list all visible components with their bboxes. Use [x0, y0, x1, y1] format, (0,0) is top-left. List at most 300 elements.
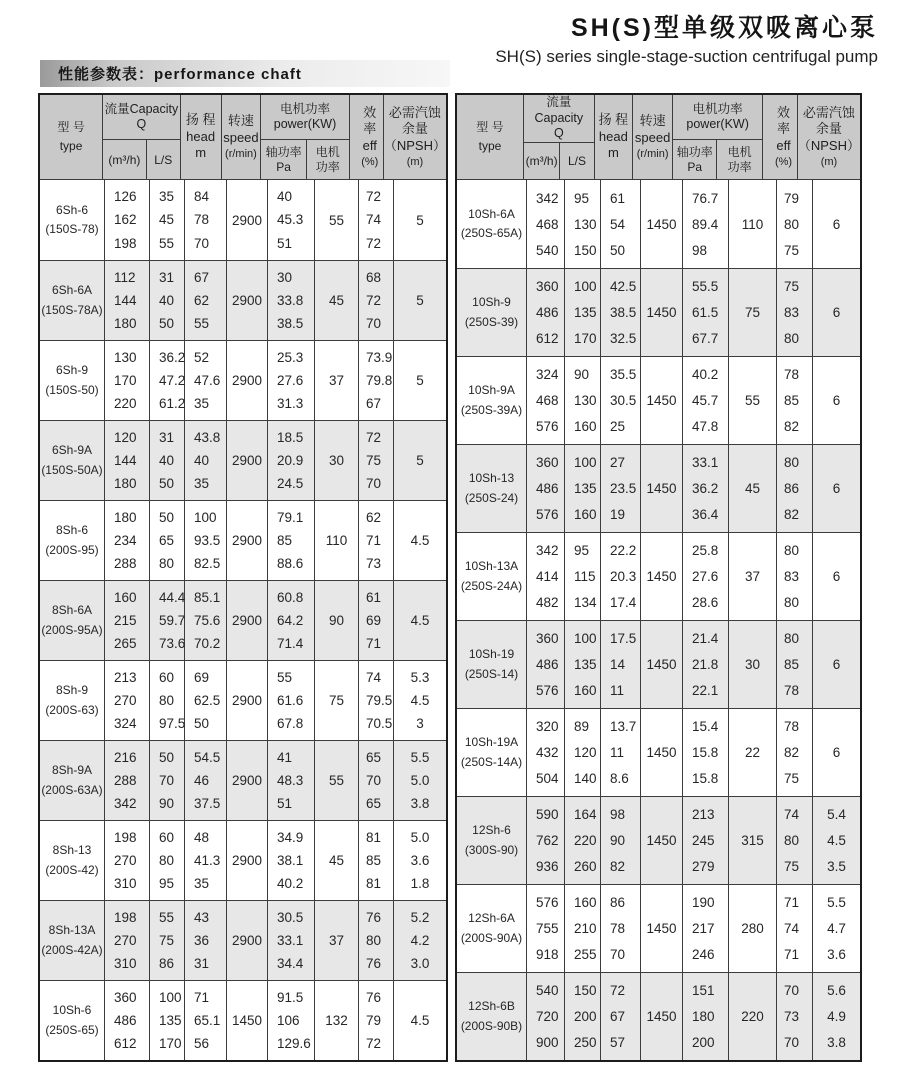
model-name: 6Sh-9 [55, 363, 89, 378]
value-line: 6 [832, 657, 841, 672]
value-line: 97.5 [159, 716, 186, 731]
value-line: 144 [114, 293, 137, 308]
value-line: 38.1 [277, 853, 304, 868]
value-line: 40.2 [277, 876, 304, 891]
model-designation: (250S-14A) [460, 754, 523, 769]
motor-power-cell: 45 [315, 821, 359, 900]
value-line: 86 [610, 895, 626, 911]
header-type-en: type [59, 139, 83, 153]
model-designation: (150S-78) [45, 222, 99, 236]
value-line: 27 [610, 455, 626, 471]
value-line: 84 [194, 189, 210, 205]
value-line: 468 [536, 216, 559, 232]
value-line: 20.9 [277, 453, 304, 468]
model-cell [40, 821, 105, 900]
value-line: 170 [114, 373, 137, 388]
header-npsh-line2: 余量 [401, 121, 428, 137]
value-line: 71 [784, 946, 800, 962]
value-line: 90 [159, 796, 175, 811]
value-line: 279 [692, 858, 715, 874]
model-name: 8Sh-9 [55, 683, 89, 698]
value-line: 61.2 [159, 396, 186, 411]
value-line: 80 [159, 693, 175, 708]
value-line: 144 [114, 453, 137, 468]
motor-power-cell: 30 [729, 621, 777, 708]
header-capacity-q: Q [136, 117, 147, 132]
value-line: 74 [366, 212, 382, 228]
value-line: 106 [277, 1013, 300, 1028]
value-line: 80 [159, 556, 175, 571]
value-line: 55 [194, 316, 210, 331]
head-cell [185, 261, 227, 340]
npsh-cell [813, 973, 860, 1060]
motor-power-cell: 132 [315, 981, 359, 1060]
table-row [457, 532, 860, 620]
value-line: 78 [784, 682, 800, 698]
eff-cell [359, 821, 394, 900]
header-motor-zh1: 电机 [315, 145, 340, 160]
value-line: 5.3 [410, 670, 430, 685]
motor-power-cell: 30 [315, 421, 359, 500]
value-line: 50 [159, 750, 175, 765]
value-line: 198 [114, 830, 137, 845]
value-line: 82 [784, 418, 800, 434]
value-line: 54.5 [194, 750, 221, 765]
capacity-ls-cell [565, 445, 601, 532]
head-cell [601, 709, 641, 796]
header-capacity-zh: 流量Capacity [534, 95, 584, 125]
value-line: 245 [692, 832, 715, 848]
value-line: 72 [366, 189, 382, 205]
npsh-cell [813, 269, 860, 356]
model-name: 8Sh-6 [55, 523, 89, 538]
value-line: 504 [536, 770, 559, 786]
speed-cell: 2900 [227, 421, 268, 500]
capacity-ls-cell [150, 901, 185, 980]
value-line: 5.5 [827, 895, 846, 911]
value-line: 3.5 [827, 858, 846, 874]
model-designation: (250S-65) [45, 1022, 99, 1037]
eff-cell [359, 981, 394, 1060]
value-line: 360 [536, 279, 559, 295]
eff-cell [777, 797, 813, 884]
npsh-cell [394, 261, 446, 340]
value-line: 70 [194, 235, 210, 251]
table-row [40, 900, 446, 980]
header-speed-unit: (r/min) [225, 147, 257, 160]
shaft-power-cell [268, 421, 315, 500]
value-line: 90 [610, 832, 626, 848]
value-line: 80 [784, 832, 800, 848]
value-line: 73.9 [366, 350, 393, 365]
value-line: 80 [366, 933, 382, 948]
value-line: 100 [194, 510, 217, 525]
value-line: 288 [114, 773, 137, 788]
capacity-ls-cell [150, 501, 185, 580]
value-line: 25.8 [692, 543, 719, 559]
value-line: 21.4 [692, 631, 719, 647]
header-type [40, 95, 103, 179]
value-line: 35 [159, 189, 175, 205]
model-designation: (250S-39A) [460, 402, 523, 417]
value-line: 100 [574, 455, 597, 471]
head-cell [601, 797, 641, 884]
header-head-en: head [598, 128, 628, 144]
value-line: 310 [114, 956, 137, 971]
value-line: 15.8 [692, 744, 719, 760]
capacity-ls-cell [150, 821, 185, 900]
value-line: 33.8 [277, 293, 304, 308]
capacity-m3h-cell [527, 445, 565, 532]
value-line: 80 [784, 594, 800, 610]
model-designation: (300S-90) [464, 842, 519, 857]
value-line: 75 [784, 858, 800, 874]
value-line: 48 [194, 830, 210, 845]
value-line: 79.5 [366, 693, 393, 708]
header-power-text: 电机功率 power(KW) [686, 101, 749, 132]
value-line: 40 [277, 189, 293, 205]
value-line: 70.2 [194, 636, 221, 651]
motor-power-cell: 75 [315, 661, 359, 740]
value-line: 200 [692, 1034, 715, 1050]
eff-cell [777, 357, 813, 444]
model-name: 6Sh-9A [51, 443, 93, 458]
value-line: 50 [159, 476, 175, 491]
value-line: 18.5 [277, 430, 304, 445]
npsh-cell [394, 821, 446, 900]
value-line: 140 [574, 770, 597, 786]
table-row [40, 260, 446, 340]
value-line: 720 [536, 1008, 559, 1024]
value-line: 30 [277, 270, 293, 285]
value-line: 100 [574, 279, 597, 295]
npsh-cell [813, 357, 860, 444]
value-line: 200 [574, 1008, 597, 1024]
value-line: 590 [536, 807, 559, 823]
value-line: 67 [194, 270, 210, 285]
value-line: 45 [159, 212, 175, 228]
value-line: 57 [610, 1034, 626, 1050]
value-line: 5.4 [827, 807, 846, 823]
value-line: 160 [574, 682, 597, 698]
value-line: 324 [536, 367, 559, 383]
value-line: 130 [114, 350, 137, 365]
value-line: 55 [159, 235, 175, 251]
shaft-power-cell [683, 621, 729, 708]
value-line: 65 [159, 533, 175, 548]
value-line: 42.5 [610, 279, 637, 295]
npsh-cell [813, 533, 860, 620]
value-line: 170 [159, 1036, 182, 1051]
value-line: 95 [574, 190, 590, 206]
value-line: 54 [610, 216, 626, 232]
value-line: 130 [574, 392, 597, 408]
table-body-left [40, 180, 446, 1060]
table-row [457, 708, 860, 796]
capacity-ls-cell [150, 341, 185, 420]
shaft-power-cell [683, 797, 729, 884]
eff-cell [359, 421, 394, 500]
capacity-m3h-cell [105, 501, 150, 580]
value-line: 31 [159, 430, 175, 445]
value-line: 36.4 [692, 506, 719, 522]
value-line: 80 [159, 853, 175, 868]
value-line: 576 [536, 418, 559, 434]
model-name: 8Sh-13A [48, 923, 96, 938]
value-line: 129.6 [277, 1036, 311, 1051]
value-line: 82 [784, 744, 800, 760]
value-line: 82 [784, 506, 800, 522]
value-line: 27.6 [692, 568, 719, 584]
value-line: 45.3 [277, 212, 304, 228]
value-line: 234 [114, 533, 137, 548]
model-cell [40, 341, 105, 420]
value-line: 150 [574, 242, 597, 258]
value-line: 324 [114, 716, 137, 731]
header-m3h-unit: (m³/h) [103, 140, 147, 179]
capacity-m3h-cell [105, 421, 150, 500]
model-cell [40, 581, 105, 660]
header-capacity-units [103, 140, 180, 179]
value-line: 17.5 [610, 631, 637, 647]
eff-cell [777, 973, 813, 1060]
value-line: 3.6 [410, 853, 430, 868]
model-designation: (150S-78A) [41, 302, 103, 317]
value-line: 76 [366, 910, 382, 925]
eff-cell [777, 621, 813, 708]
header-power-text: 电机功率 power(KW) [273, 101, 337, 132]
value-line: 3.8 [827, 1034, 846, 1050]
capacity-m3h-cell [527, 709, 565, 796]
value-line: 5.0 [410, 773, 430, 788]
value-line: 22.2 [610, 543, 637, 559]
shaft-power-cell [683, 533, 729, 620]
header-npsh-line4: (m) [820, 156, 838, 169]
value-line: 540 [536, 983, 559, 999]
value-line: 126 [114, 189, 137, 205]
value-line: 213 [114, 670, 137, 685]
performance-table-left [38, 93, 448, 1062]
header-npsh-line1: 必需汽蚀 [388, 104, 441, 120]
model-name: 10Sh-9A [468, 383, 515, 398]
capacity-m3h-cell [105, 741, 150, 820]
header-npsh-line4: (m) [406, 156, 424, 169]
value-line: 93.5 [194, 533, 221, 548]
value-line: 75 [159, 933, 175, 948]
value-line: 37.5 [194, 796, 221, 811]
speed-cell: 1450 [641, 357, 683, 444]
model-name: 6Sh-6A [51, 283, 93, 298]
value-line: 3.6 [827, 946, 846, 962]
value-line: 5 [416, 212, 424, 228]
header-head-en: head [186, 128, 216, 144]
value-line: 180 [114, 476, 137, 491]
value-line: 5 [416, 453, 424, 468]
value-line: 78 [610, 920, 626, 936]
motor-power-cell: 315 [729, 797, 777, 884]
value-line: 50 [159, 510, 175, 525]
npsh-cell [394, 180, 446, 260]
value-line: 34.4 [277, 956, 304, 971]
value-line: 43.8 [194, 430, 221, 445]
capacity-m3h-cell [105, 180, 150, 260]
value-line: 76 [366, 990, 382, 1005]
value-line: 160 [574, 418, 597, 434]
motor-power-cell: 75 [729, 269, 777, 356]
header-motor-power [717, 140, 762, 179]
value-line: 360 [114, 990, 137, 1005]
capacity-ls-cell [565, 357, 601, 444]
value-line: 342 [536, 543, 559, 559]
value-line: 71 [194, 990, 210, 1005]
value-line: 62 [194, 293, 210, 308]
shaft-power-cell [268, 981, 315, 1060]
speed-cell: 1450 [641, 885, 683, 972]
value-line: 4.5 [410, 613, 430, 628]
model-designation: (250S-14) [464, 666, 519, 681]
value-line: 79.1 [277, 510, 304, 525]
value-line: 79 [366, 1013, 382, 1028]
capacity-ls-cell [565, 533, 601, 620]
eff-cell [359, 901, 394, 980]
value-line: 67.7 [692, 330, 719, 346]
header-npsh [798, 95, 860, 179]
npsh-cell [394, 661, 446, 740]
motor-power-cell: 37 [729, 533, 777, 620]
model-name: 6Sh-6 [55, 202, 89, 217]
header-power-subcolumns [261, 140, 348, 179]
value-line: 70 [159, 773, 175, 788]
header-speed-en: speed [223, 129, 259, 145]
value-line: 151 [692, 983, 715, 999]
value-line: 78 [784, 719, 800, 735]
value-line: 900 [536, 1034, 559, 1050]
capacity-m3h-cell [105, 901, 150, 980]
value-line: 120 [114, 430, 137, 445]
value-line: 180 [692, 1008, 715, 1024]
tables-container [38, 93, 862, 1062]
value-line: 69 [194, 670, 210, 685]
value-line: 89.4 [692, 216, 719, 232]
table-row [40, 980, 446, 1060]
head-cell [185, 341, 227, 420]
header-speed [633, 95, 673, 179]
motor-power-cell: 55 [315, 180, 359, 260]
capacity-ls-cell [150, 741, 185, 820]
section-label: 性能参数表：performance chaft [58, 66, 302, 83]
model-name: 12Sh-6B [468, 999, 515, 1014]
head-cell [185, 821, 227, 900]
shaft-power-cell [268, 901, 315, 980]
shaft-power-cell [268, 821, 315, 900]
value-line: 220 [574, 832, 597, 848]
value-line: 4.9 [827, 1008, 846, 1024]
value-line: 61.5 [692, 304, 719, 320]
shaft-power-cell [268, 581, 315, 660]
value-line: 11 [610, 682, 625, 698]
speed-cell: 2900 [227, 581, 268, 660]
value-line: 67 [366, 396, 382, 411]
value-line: 3.0 [410, 956, 430, 971]
model-designation: (200S-63A) [41, 782, 103, 797]
value-line: 64.2 [277, 613, 304, 628]
value-line: 31.3 [277, 396, 304, 411]
head-cell [185, 981, 227, 1060]
value-line: 60 [159, 830, 175, 845]
value-line: 612 [536, 330, 559, 346]
value-line: 918 [536, 946, 559, 962]
model-cell [457, 445, 527, 532]
motor-power-cell: 280 [729, 885, 777, 972]
value-line: 31 [194, 956, 210, 971]
npsh-cell [394, 981, 446, 1060]
capacity-m3h-cell [105, 581, 150, 660]
value-line: 486 [536, 480, 559, 496]
capacity-m3h-cell [527, 533, 565, 620]
value-line: 1.8 [410, 876, 430, 891]
table-row [40, 820, 446, 900]
value-line: 115 [574, 568, 596, 584]
header-eff-unit: (%) [361, 156, 379, 169]
shaft-power-cell [683, 709, 729, 796]
value-line: 11 [610, 744, 625, 760]
value-line: 20.3 [610, 568, 637, 584]
value-line: 135 [574, 656, 597, 672]
npsh-cell [394, 901, 446, 980]
eff-cell [777, 180, 813, 268]
model-designation: (200S-90A) [460, 930, 523, 945]
model-name: 10Sh-6A [468, 206, 515, 221]
model-designation: (250S-39) [464, 314, 519, 329]
value-line: 134 [574, 594, 597, 610]
value-line: 217 [692, 920, 715, 936]
value-line: 75 [784, 279, 800, 295]
value-line: 73 [366, 556, 382, 571]
header-head-zh: 扬 程 [598, 111, 629, 127]
value-line: 72 [366, 430, 382, 445]
value-line: 32.5 [610, 330, 637, 346]
npsh-cell [394, 501, 446, 580]
shaft-power-cell [268, 661, 315, 740]
npsh-cell [813, 621, 860, 708]
value-line: 135 [159, 1013, 182, 1028]
value-line: 360 [536, 455, 559, 471]
speed-cell: 1450 [641, 180, 683, 268]
model-name: 10Sh-13A [464, 559, 519, 574]
speed-cell: 2900 [227, 741, 268, 820]
value-line: 31 [159, 270, 175, 285]
motor-power-cell: 55 [315, 741, 359, 820]
value-line: 180 [114, 510, 137, 525]
speed-cell: 2900 [227, 261, 268, 340]
value-line: 91.5 [277, 990, 304, 1005]
model-cell [40, 180, 105, 260]
value-line: 112 [114, 270, 136, 285]
value-line: 6 [832, 569, 841, 584]
value-line: 78 [194, 212, 210, 228]
value-line: 260 [574, 858, 597, 874]
performance-table-right [455, 93, 862, 1062]
value-line: 5.5 [410, 750, 430, 765]
head-cell [185, 581, 227, 660]
value-line: 160 [574, 895, 597, 911]
capacity-ls-cell [150, 261, 185, 340]
header-power-label [261, 95, 348, 140]
speed-cell: 1450 [641, 709, 683, 796]
capacity-m3h-cell [527, 180, 565, 268]
value-line: 5 [416, 293, 424, 308]
value-line: 85 [784, 392, 800, 408]
